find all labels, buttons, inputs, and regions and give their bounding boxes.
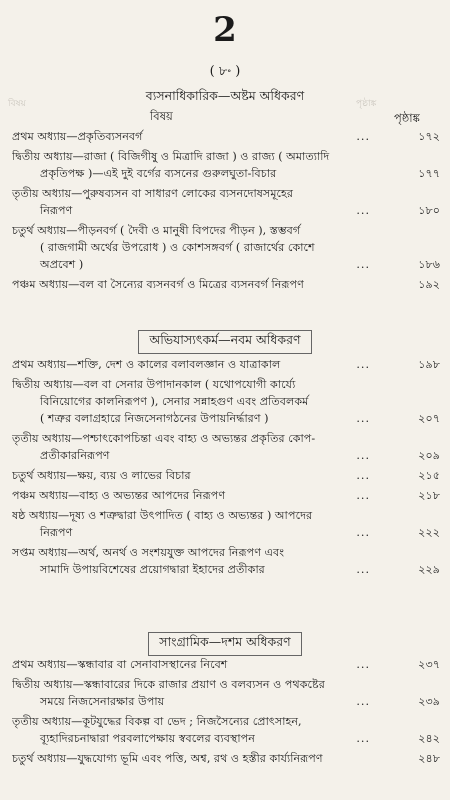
toc-entry-line: দ্বিতীয় অধ্যায়—স্কন্ধাবারের দিকে রাজার প্রয়াণ ও বলব্যসন ও পথকষ্টের xyxy=(12,678,325,691)
toc-entry-line: তৃতীয় অধ্যায়—পশ্চাৎকোপচিন্তা এবং বাহ্য ও অভ্যন্তর প্রকৃতির কোপ- xyxy=(12,432,316,445)
toc-entry-line: তৃতীয় অধ্যায়—পুরুষব্যসন বা সাধারণ লোকের ব্যসনদোষসমূহের xyxy=(12,187,294,200)
toc-entry-line: ষষ্ঠ অধ্যায়—দূষ্য ও শত্রুদ্বারা উৎপাদিত ( বাহ্য ও অভ্যন্তর ) আপদের xyxy=(12,509,313,522)
toc-entry xyxy=(12,128,440,145)
toc-entry xyxy=(12,276,440,293)
toc-entry-line: প্রতীকারনিরূপণ xyxy=(40,449,110,462)
leader-dots: ... xyxy=(356,526,370,539)
toc-page-number: ২০৯ xyxy=(418,449,440,462)
toc-entry-line: দ্বিতীয় অধ্যায়—রাজা ( বিজিগীষু ও মিত্রাদি রাজা ) ও রাজ্য ( অমাত্যাদি xyxy=(12,150,330,163)
toc-entry-line: বিনিয়োগের কালনিরূপণ ), সেনার সন্নাহগুণ এবং প্রতিবলকর্ম xyxy=(40,395,309,408)
toc-entry-line: চতুর্থ অধ্যায়—ক্ষয়, ব্যয় ও লাভের বিচার xyxy=(12,469,191,482)
toc-page-number: ১৯৮ xyxy=(418,358,440,371)
toc-page-number: ১৮৬ xyxy=(418,258,440,271)
toc-entry xyxy=(12,713,440,747)
toc-page-number: ২৪২ xyxy=(418,732,440,745)
toc-entry-line: ব্যূহাদিরচনাদ্বারা পরবলাপেক্ষায় স্ববলের ব্যবস্থাপন xyxy=(40,732,255,745)
section-header-10 xyxy=(0,632,450,656)
leader-dots: ... xyxy=(356,204,370,217)
toc-page-number: ২৩৭ xyxy=(418,658,440,671)
toc-entry-line: তৃতীয় অধ্যায়—কূটযুদ্ধের বিকল্প বা ভেদ ; নিজসৈন্যের প্রোৎসাহন, xyxy=(12,715,302,728)
toc-entry xyxy=(12,750,440,767)
toc-entry-line: ( রাজগামী অর্থের উপরোধ ) ও কোশসঙ্গবর্গ ( রাজার্থের কোশে xyxy=(40,241,315,254)
toc-page-number: ২৩৯ xyxy=(418,695,440,708)
toc-entry-line: প্রথম অধ্যায়—শক্তি, দেশ ও কালের বলাবলজ্ঞান ও যাত্রাকাল xyxy=(12,358,281,371)
toc-entry-line: ( শত্রুর বলাগ্রহারে নিজসেনাগঠনের উপায়নির্দ্ধারণ ) xyxy=(40,412,269,425)
toc-entry xyxy=(12,222,440,273)
leader-dots: ... xyxy=(356,469,370,482)
toc-entry xyxy=(12,676,440,710)
toc-entry-line: চতুর্থ অধ্যায়—যুদ্ধযোগ্য ভূমি এবং পত্তি, অশ্ব, রথ ও হস্তীর কার্য্যনিরূপণ xyxy=(12,752,323,765)
toc-entry xyxy=(12,467,440,484)
toc-page-number: ২৪৮ xyxy=(418,752,440,765)
toc-page-number: ১৭২ xyxy=(418,130,440,143)
show-through-text-left: বিষয় xyxy=(8,99,26,109)
toc-entry-line: প্রথম অধ্যায়—প্রকৃতিব্যসনবর্গ xyxy=(12,130,143,143)
section-title: অভিযাস্যৎকর্ম—নবম অধিকরণ xyxy=(138,330,311,354)
toc-entry-line: পঞ্চম অধ্যায়—বল বা সৈন্যের ব্যসনবর্গ ও মিত্রের ব্যসনবর্গ নিরূপণ xyxy=(12,278,304,291)
leader-dots: ... xyxy=(356,412,370,425)
leader-dots: ... xyxy=(356,563,370,576)
leader-dots: ... xyxy=(356,258,370,271)
toc-page-number: ১৮০ xyxy=(418,204,440,217)
section-title: ব্যসনাধিকারিক—অষ্টম অধিকরণ xyxy=(145,88,305,103)
toc-page-number: ১৯২ xyxy=(418,278,440,291)
toc-section-8 xyxy=(12,128,440,296)
leader-dots: ... xyxy=(356,695,370,708)
toc-entry xyxy=(12,376,440,427)
toc-entry-line: প্রথম অধ্যায়—স্কন্ধাবার বা সেনাবাসস্থানের নিবেশ xyxy=(12,658,228,671)
toc-entry-line: প্রকৃতিপক্ষ )—এই দুই বর্গের ব্যসনের গুরুলঘুতা-বিচার xyxy=(40,167,277,180)
toc-entry-line: নিরূপণ xyxy=(40,204,73,217)
toc-page-number: ২২৯ xyxy=(418,563,440,576)
toc-entry-line: অপ্রবেশ ) xyxy=(40,258,84,271)
leader-dots: ... xyxy=(356,658,370,671)
toc-entry-line: নিরূপণ xyxy=(40,526,73,539)
leader-dots: ... xyxy=(356,449,370,462)
toc-page-number: ১৭৭ xyxy=(418,167,440,180)
toc-entry-line: দ্বিতীয় অধ্যায়—বল বা সেনার উপাদানকাল ( যথোপযোগী কার্য্যে xyxy=(12,378,296,391)
leader-dots: ... xyxy=(356,489,370,502)
toc-entry xyxy=(12,544,440,578)
leader-dots: ... xyxy=(356,358,370,371)
toc-entry xyxy=(12,148,440,182)
page-number: 2 xyxy=(213,10,237,50)
toc-entry-line: সামাদি উপায়বিশেষের প্রয়োগদ্বারা ইহাদের প্রতীকার xyxy=(40,563,265,576)
bengali-page-number: ( ৮৽ ) xyxy=(209,64,241,79)
toc-entry xyxy=(12,656,440,673)
toc-entry xyxy=(12,430,440,464)
toc-section-10 xyxy=(12,656,440,770)
toc-entry xyxy=(12,185,440,219)
toc-entry-line: সময়ে নিজসেনারক্ষার উপায় xyxy=(40,695,165,708)
toc-entry-line: চতুর্থ অধ্যায়—পীড়নবর্গ ( দৈবী ও মানুষী বিপদের পীড়ন ), স্তম্ভবর্গ xyxy=(12,224,301,237)
leader-dots: ... xyxy=(356,130,370,143)
toc-entry xyxy=(12,356,440,373)
toc-page-number: ২০৭ xyxy=(418,412,440,425)
column-subject-header: বিষয় xyxy=(150,109,173,123)
toc-section-9 xyxy=(12,356,440,581)
toc-entry-line: পঞ্চম অধ্যায়—বাহ্য ও অভ্যন্তর আপদের নিরূপণ xyxy=(12,489,226,502)
show-through-text-right: পৃষ্ঠাঙ্ক xyxy=(356,99,377,109)
section-header-8 xyxy=(0,88,450,108)
column-page-header: পৃষ্ঠাঙ্ক xyxy=(394,111,420,125)
toc-entry xyxy=(12,507,440,541)
toc-page-number: ২২২ xyxy=(418,526,440,539)
section-header-9 xyxy=(0,330,450,354)
toc-entry-line: সপ্তম অধ্যায়—অর্থ, অনর্থ ও সংশয়যুক্ত আপদের নিরূপণ এবং xyxy=(12,546,285,559)
toc-entry xyxy=(12,487,440,504)
section-title: সাংগ্রামিক—দশম অধিকরণ xyxy=(148,632,301,656)
toc-page-number: ২১৫ xyxy=(418,469,440,482)
leader-dots: ... xyxy=(356,732,370,745)
toc-page-number: ২১৮ xyxy=(418,489,440,502)
